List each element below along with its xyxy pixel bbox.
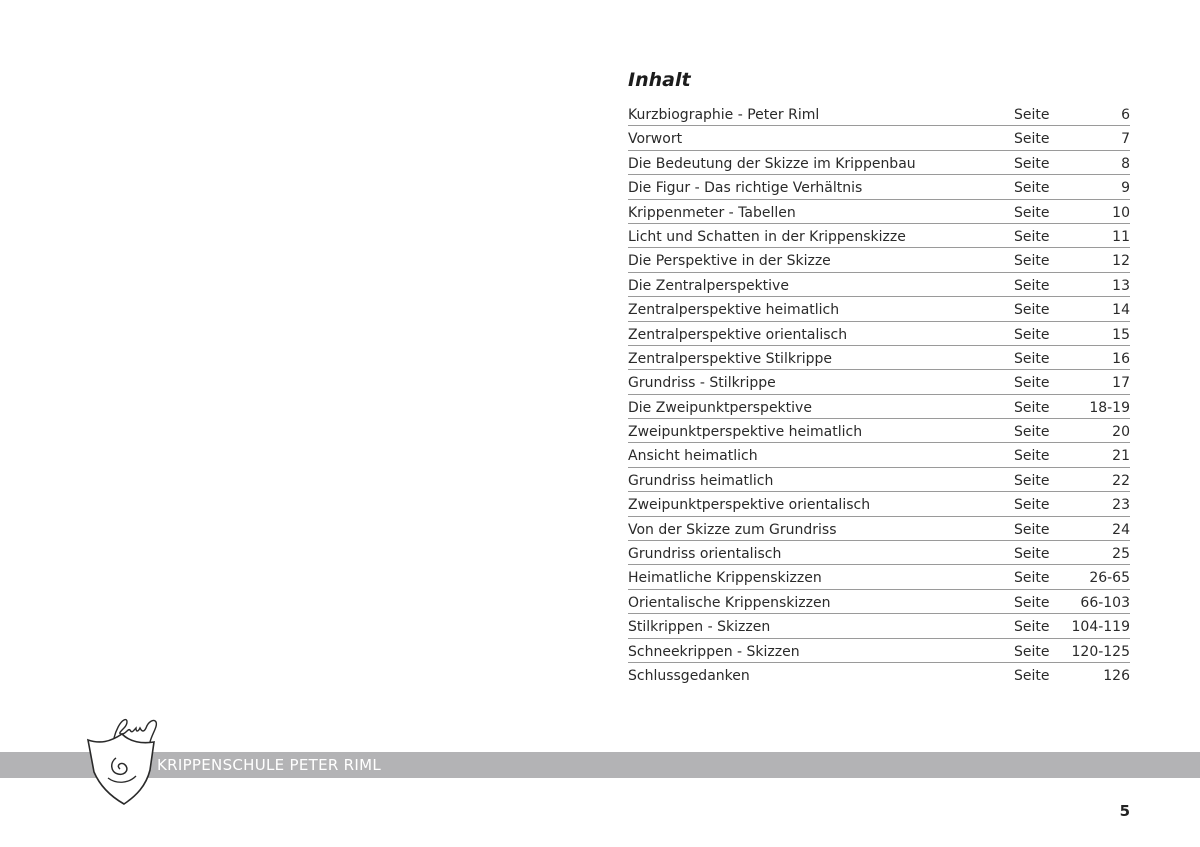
toc-entry-page: 126: [1103, 667, 1130, 684]
toc-entry-page: 15: [1112, 326, 1130, 343]
toc-entry-title: Die Bedeutung der Skizze im Krippenbau: [628, 155, 916, 172]
toc-entry: [628, 468, 1130, 492]
toc-entry-page: 7: [1121, 131, 1130, 148]
toc-entry-label: Seite: [1014, 204, 1050, 221]
toc-entry-page: 10: [1112, 204, 1130, 221]
toc-entry-label: Seite: [1014, 375, 1050, 392]
toc-entry-page: 104-119: [1071, 619, 1130, 636]
toc-entry-label: Seite: [1014, 180, 1050, 197]
toc-entry-title: Zentralperspektive Stilkrippe: [628, 350, 832, 367]
toc-entry-title: Kurzbiographie - Peter Riml: [628, 107, 820, 123]
toc-entry-title: Schlussgedanken: [628, 667, 750, 684]
toc-entry-label: Seite: [1014, 131, 1050, 148]
toc-entry: [628, 126, 1130, 150]
toc-entry-title: Die Figur - Das richtige Verhältnis: [628, 180, 863, 197]
toc-entry-page: 12: [1112, 253, 1130, 270]
toc-entry-page: 25: [1112, 546, 1130, 563]
toc-entry-label: Seite: [1014, 155, 1050, 172]
page-number: 5: [1119, 802, 1130, 820]
toc-entry: [628, 273, 1130, 297]
toc-entry: [628, 590, 1130, 614]
toc-entry-label: Seite: [1014, 350, 1050, 367]
toc-entry: [628, 639, 1130, 663]
toc-entry-title: Von der Skizze zum Grundriss: [628, 521, 837, 538]
toc-entry-page: 24: [1112, 521, 1130, 538]
toc-entry-page: 18-19: [1089, 399, 1130, 416]
toc-entry: [628, 663, 1130, 687]
toc-entry: [628, 541, 1130, 565]
toc-entry-title: Grundriss heimatlich: [628, 472, 774, 489]
toc-entry: [628, 492, 1130, 516]
toc-entry-title: Krippenmeter - Tabellen: [628, 204, 796, 221]
toc-entry-label: Seite: [1014, 277, 1050, 294]
toc-entry-page: 22: [1112, 472, 1130, 489]
toc-entry-page: 26-65: [1089, 570, 1130, 587]
toc-entry-label: Seite: [1014, 253, 1050, 270]
toc-entry: [628, 370, 1130, 394]
toc-entry-title: Heimatliche Krippenskizzen: [628, 570, 822, 587]
toc-list: [628, 102, 1130, 687]
toc-entry-title: Grundriss - Stilkrippe: [628, 375, 776, 392]
toc-entry-title: Die Perspektive in der Skizze: [628, 253, 831, 270]
toc-entry-title: Stilkrippen - Skizzen: [628, 619, 771, 636]
toc-entry-page: 14: [1112, 302, 1130, 319]
toc-entry-title: Vorwort: [628, 131, 683, 148]
toc-entry-page: 23: [1112, 497, 1130, 514]
toc-entry-label: Seite: [1014, 643, 1050, 660]
toc-entry-title: Zweipunktperspektive orientalisch: [628, 497, 871, 514]
toc-entry-page: 8: [1121, 155, 1130, 172]
toc-entry-title: Die Zweipunktperspektive: [628, 399, 812, 416]
toc-entry-label: Seite: [1014, 472, 1050, 489]
toc-entry: [628, 565, 1130, 589]
toc-entry-label: Seite: [1014, 497, 1050, 514]
toc-entry-label: Seite: [1014, 521, 1050, 538]
toc-entry: [628, 200, 1130, 224]
toc-entry: [628, 151, 1130, 175]
toc-entry-title: Zweipunktperspektive heimatlich: [628, 424, 863, 441]
table-of-contents: [628, 66, 1130, 687]
toc-entry-page: 16: [1112, 350, 1130, 367]
toc-entry-title: Orientalische Krippenskizzen: [628, 594, 831, 611]
toc-entry-label: Seite: [1014, 424, 1050, 441]
toc-entry-label: Seite: [1014, 107, 1050, 123]
toc-entry-label: Seite: [1014, 228, 1050, 245]
toc-entry-title: Zentralperspektive heimatlich: [628, 302, 840, 319]
toc-entry-label: Seite: [1014, 302, 1050, 319]
toc-entry: [628, 297, 1130, 321]
toc-entry-page: 21: [1112, 448, 1130, 465]
toc-entry-title: Licht und Schatten in der Krippenskizze: [628, 228, 906, 245]
toc-entry: [628, 614, 1130, 638]
school-name: KRIPPENSCHULE PETER RIML: [157, 756, 382, 774]
toc-entry-page: 11: [1112, 228, 1130, 245]
toc-entry-page: 66-103: [1080, 594, 1130, 611]
toc-entry-label: Seite: [1014, 448, 1050, 465]
toc-entry: [628, 419, 1130, 443]
toc-entry-label: Seite: [1014, 570, 1050, 587]
toc-entry-title: Schneekrippen - Skizzen: [628, 643, 800, 660]
toc-entry-title: Grundriss orientalisch: [628, 546, 782, 563]
toc-entry: [628, 517, 1130, 541]
toc-entry: [628, 102, 1130, 126]
toc-entry-label: Seite: [1014, 546, 1050, 563]
toc-entry: [628, 322, 1130, 346]
toc-entry-title: Ansicht heimatlich: [628, 448, 758, 465]
toc-entry-label: Seite: [1014, 399, 1050, 416]
toc-entry: [628, 346, 1130, 370]
toc-entry-page: 13: [1112, 277, 1130, 294]
toc-entry: [628, 443, 1130, 467]
toc-entry-page: 20: [1112, 424, 1130, 441]
toc-entry-label: Seite: [1014, 667, 1050, 684]
toc-entry-title: Die Zentralperspektive: [628, 277, 789, 294]
toc-entry: [628, 224, 1130, 248]
toc-entry-label: Seite: [1014, 594, 1050, 611]
toc-entry-label: Seite: [1014, 619, 1050, 636]
toc-entry-page: 120-125: [1071, 643, 1130, 660]
toc-title: Inhalt: [628, 69, 691, 91]
toc-entry-page: 6: [1121, 107, 1130, 123]
toc-entry-label: Seite: [1014, 326, 1050, 343]
toc-entry: [628, 395, 1130, 419]
toc-entry-page: 17: [1112, 375, 1130, 392]
toc-entry: [628, 248, 1130, 272]
toc-entry: [628, 175, 1130, 199]
toc-entry-title: Zentralperspektive orientalisch: [628, 326, 848, 343]
toc-entry-page: 9: [1121, 180, 1130, 197]
